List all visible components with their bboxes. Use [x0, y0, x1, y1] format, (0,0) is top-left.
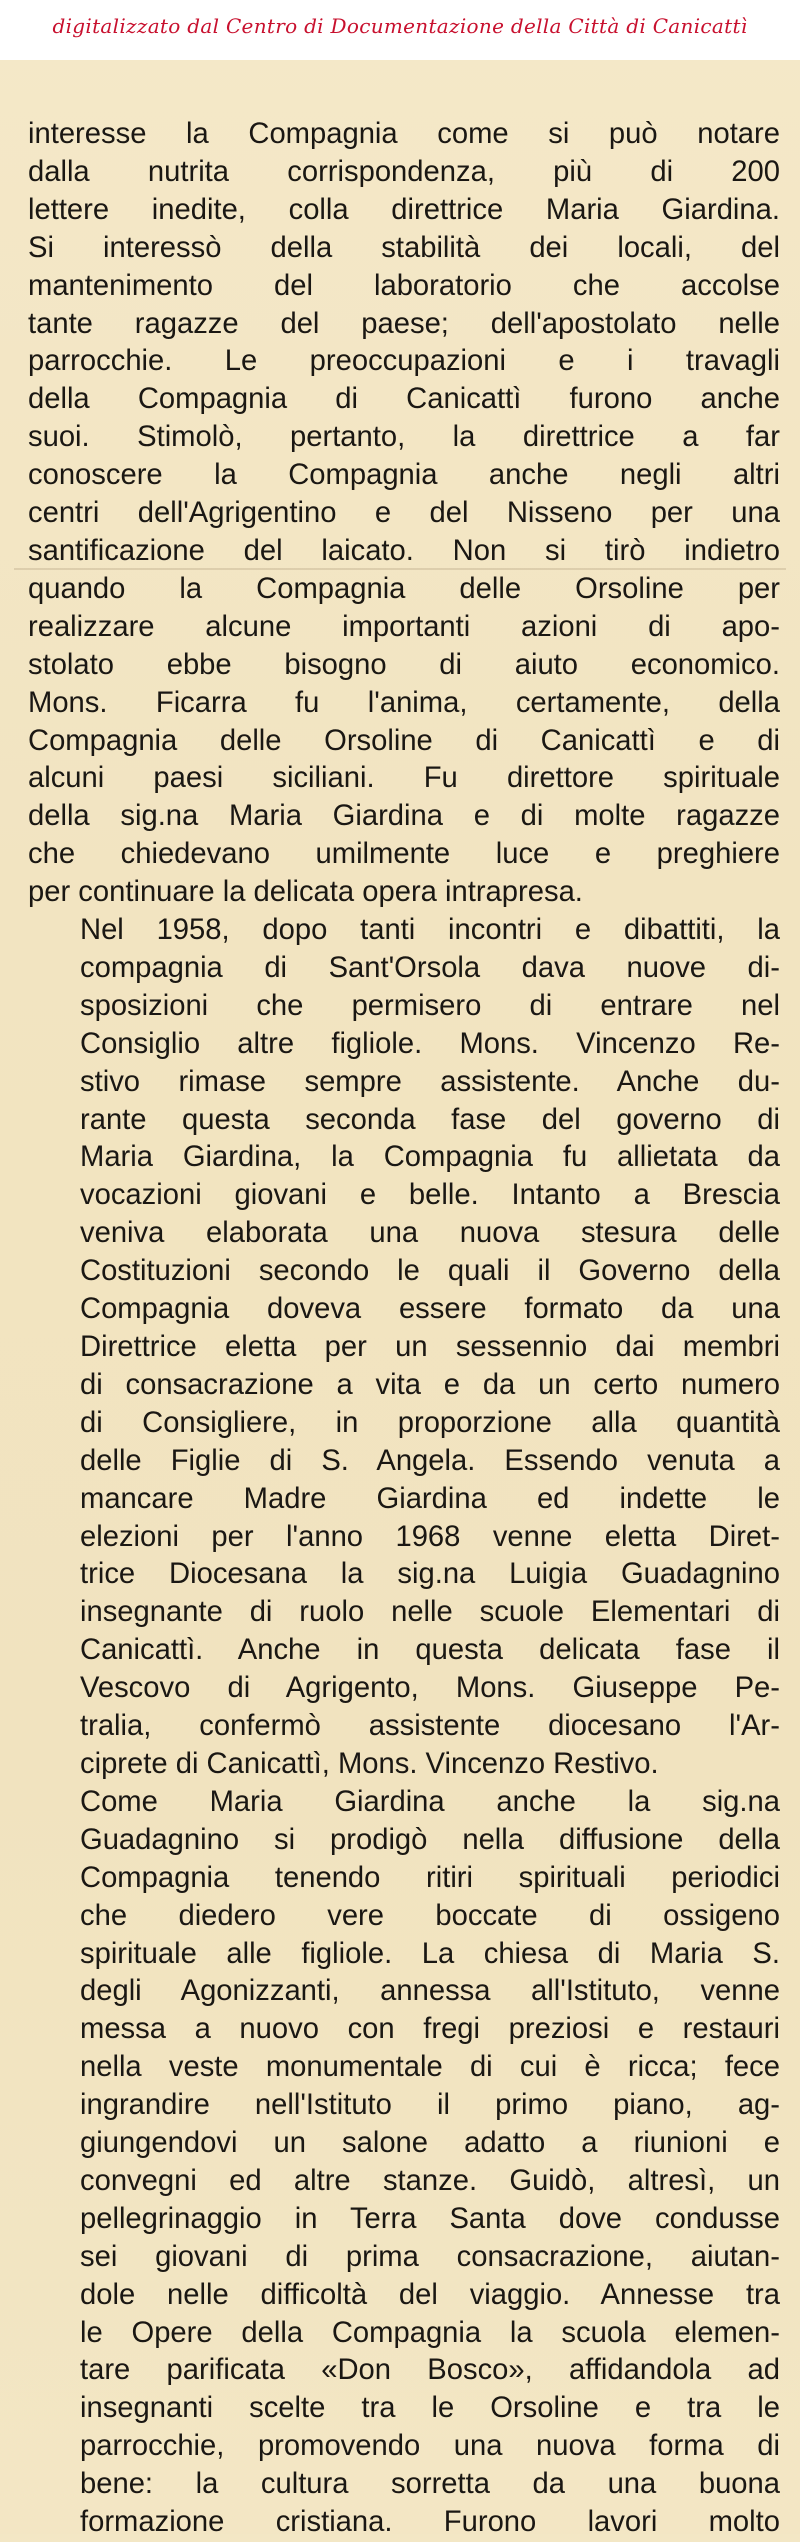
- text-line: parrocchie. Le preoccupazioni e i travagli: [28, 345, 780, 378]
- text-line: mancare Madre Giardina ed indette le: [80, 1482, 780, 1515]
- text-line: parrocchie, promovendo una nuova forma di: [80, 2430, 780, 2463]
- text-line: Direttrice eletta per un sessennio dai membri: [80, 1331, 780, 1363]
- text-line: ciprete di Canicattì, Mons. Vincenzo Restivo.: [80, 1747, 659, 1780]
- article-paragraph: [28, 1784, 780, 2542]
- header-band: [0, 0, 800, 60]
- text-line: mantenimento del laboratorio che accolse: [28, 269, 780, 302]
- text-line: delle Figlie di S. Angela. Essendo venuta a: [80, 1444, 780, 1477]
- text-line: insegnanti scelte tra le Orsoline e tra le: [80, 2392, 780, 2425]
- text-line: convegni ed altre stanze. Guidò, altresì, un: [80, 2164, 780, 2197]
- text-line: compagnia di Sant'Orsola dava nuove di-: [80, 951, 780, 984]
- text-line: dalla nutrita corrispondenza, più di 200: [28, 155, 780, 188]
- text-line: per continuare la delicata opera intrapresa.: [28, 876, 583, 909]
- text-line: sposizioni che permisero di entrare nel: [80, 989, 780, 1022]
- text-line: degli Agonizzanti, annessa all'Istituto, venne: [80, 1975, 780, 2008]
- text-line: dole nelle difficoltà del viaggio. Annesse tra: [80, 2278, 780, 2311]
- text-line: centri dell'Agrigentino e del Nisseno per una: [28, 497, 780, 530]
- text-line: Si interessò della stabilità dei locali, del: [28, 231, 780, 264]
- text-line: ingrandire nell'Istituto il primo piano, ag-: [80, 2089, 780, 2122]
- text-line: di consacrazione a vita e da un certo numero: [80, 1368, 780, 1401]
- text-line: che diedero vere boccate di ossigeno: [80, 1899, 780, 1932]
- text-line: bene: la cultura sorretta da una buona: [80, 2468, 780, 2501]
- text-line: Guadagnino si prodigò nella diffusione della: [80, 1823, 780, 1856]
- text-line: alcuni paesi siciliani. Fu direttore spirituale: [28, 762, 780, 795]
- text-line: tralia, confermò assistente diocesano l'Ar-: [80, 1710, 780, 1743]
- text-line: suoi. Stimolò, pertanto, la direttrice a far: [28, 421, 780, 454]
- text-line: giungendovi un salone adatto a riunioni e: [80, 2127, 780, 2160]
- text-line: conoscere la Compagnia anche negli altri: [28, 459, 780, 492]
- text-line: che chiedevano umilmente luce e preghiere: [28, 838, 780, 871]
- text-line: Compagnia delle Orsoline di Canicattì e di: [28, 724, 780, 757]
- digitization-watermark: digitalizzato dal Centro di Documentazione della Città di Canicattì: [52, 14, 748, 38]
- article-paragraph: [28, 116, 780, 912]
- text-line: formazione cristiana. Furono lavori molto: [80, 2506, 780, 2539]
- text-line: Maria Giardina, la Compagnia fu allietata da: [80, 1141, 780, 1174]
- text-line: sei giovani di prima consacrazione, aiutan-: [80, 2240, 780, 2273]
- text-line: vocazioni giovani e belle. Intanto a Brescia: [80, 1179, 780, 1212]
- text-line: santificazione del laicato. Non si tirò indietro: [28, 534, 780, 567]
- article-body: [28, 116, 780, 2542]
- text-line: Mons. Ficarra fu l'anima, certamente, della: [28, 686, 780, 719]
- text-line: trice Diocesana la sig.na Luigia Guadagnino: [80, 1558, 780, 1591]
- text-line: veniva elaborata una nuova stesura delle: [80, 1217, 780, 1250]
- article-paragraph: [28, 912, 780, 1784]
- text-line: tare parificata «Don Bosco», affidandola ad: [80, 2354, 780, 2387]
- text-line: le Opere della Compagnia la scuola elemen-: [80, 2316, 780, 2349]
- text-line: Compagnia tenendo ritiri spirituali periodici: [80, 1861, 780, 1894]
- text-line: rante questa seconda fase del governo di: [80, 1103, 780, 1136]
- text-line: lettere inedite, colla direttrice Maria Giardina.: [28, 193, 780, 226]
- text-line: della sig.na Maria Giardina e di molte ragazze: [28, 800, 780, 833]
- text-line: Vescovo di Agrigento, Mons. Giuseppe Pe-: [80, 1672, 780, 1705]
- text-line: di Consigliere, in proporzione alla quantità: [80, 1406, 780, 1439]
- text-line: elezioni per l'anno 1968 venne eletta Diret-: [80, 1520, 780, 1553]
- text-line: Costituzioni secondo le quali il Governo della: [80, 1255, 780, 1288]
- text-line: Come Maria Giardina anche la sig.na: [80, 1785, 780, 1818]
- text-line: tante ragazze del paese; dell'apostolato nelle: [28, 307, 780, 340]
- text-line: messa a nuovo con fregi preziosi e restauri: [80, 2013, 780, 2046]
- text-line: stivo rimase sempre assistente. Anche du-: [80, 1065, 780, 1098]
- text-line: pellegrinaggio in Terra Santa dove condusse: [80, 2202, 780, 2235]
- text-line: Compagnia doveva essere formato da una: [80, 1293, 780, 1326]
- text-line: Canicattì. Anche in questa delicata fase il: [80, 1634, 780, 1667]
- text-line: spirituale alle figliole. La chiesa di Maria S.: [80, 1937, 780, 1970]
- text-line: quando la Compagnia delle Orsoline per: [28, 572, 780, 605]
- text-line: interesse la Compagnia come si può notare: [28, 118, 780, 150]
- text-line: insegnante di ruolo nelle scuole Elementari di: [80, 1596, 780, 1629]
- text-line: nella veste monumentale di cui è ricca; fece: [80, 2051, 780, 2084]
- text-line: realizzare alcune importanti azioni di apo-: [28, 610, 780, 643]
- text-line: Consiglio altre figliole. Mons. Vincenzo Re-: [80, 1027, 780, 1060]
- text-line: stolato ebbe bisogno di aiuto economico.: [28, 648, 780, 681]
- text-line: Nel 1958, dopo tanti incontri e dibattiti, la: [80, 914, 780, 947]
- text-line: della Compagnia di Canicattì furono anche: [28, 383, 780, 416]
